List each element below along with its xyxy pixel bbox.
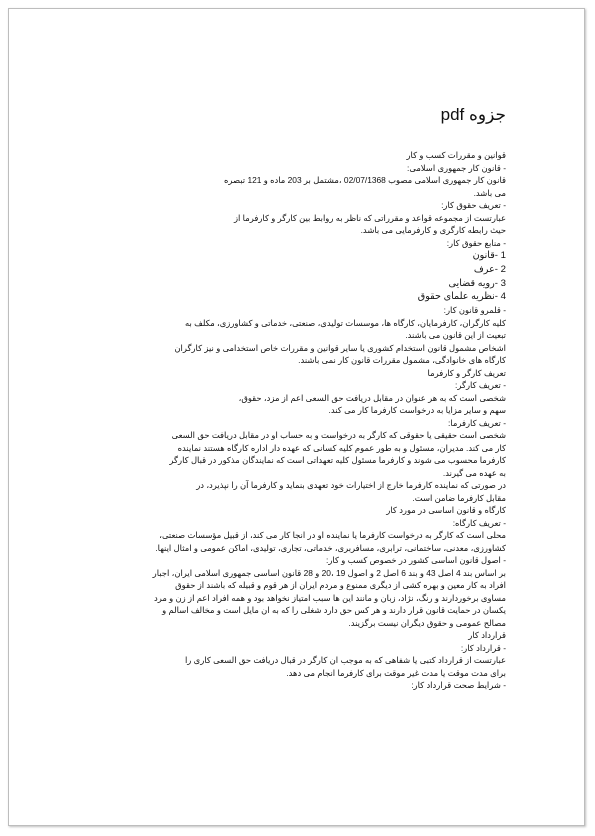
text-line: 1 -قانون xyxy=(472,250,506,261)
text-line: 4 -نظریه علمای حقوق xyxy=(417,291,506,303)
text-line: تعریف کارگر و کارفرما xyxy=(427,367,506,378)
text-line: یکسان در حمایت قانون قرار دارند و هر کس حق دارد شغلی را که به ان مایل است و مخالف اسالم و xyxy=(162,605,506,616)
text-line: - تعریف حقوق کار: xyxy=(441,200,506,210)
text-line: مقابل کارفرما ضامن است. xyxy=(412,492,506,503)
text-line: به عهده می گیرند. xyxy=(442,467,506,478)
text-line: - قرارداد کار: xyxy=(460,642,506,653)
text-line: شخصی است که به هر عنوان در مقابل دریافت حق السعی اعم از مزد، حقوق، xyxy=(238,392,506,403)
text-line: حیث رابطه کارگری و کارفرمایی می باشد. xyxy=(360,225,506,235)
text-line: - قانون کار جمهوری اسلامی: xyxy=(407,162,506,173)
text-line: - قلمرو قانون کار: xyxy=(443,305,506,316)
text-line: تبعیت از این قانون می باشند. xyxy=(405,330,506,341)
text-line: شخصی است حقیقی یا حقوقی که کارگر به درخواست و به حساب او در مقابل دریافت حق السعی xyxy=(171,430,506,441)
text-line: می باشد. xyxy=(473,187,506,198)
text-line: کارفرما محسوب می شوند و کارفرما مسئول کلیه تعهداتی است که نمایندگان مذکور در قبال کارگر xyxy=(169,455,506,466)
text-line: افراد به کار معین و بهره کشی از دیگری ممنوع و مردم ایران از هر قوم و قبیله که باشند از حقوق xyxy=(175,580,506,591)
text-line: بر اساس بند 4 اصل 43 و بند 6 اصل 2 و اصول 19 ،20 و 28 قانون اساسی جمهوری اسلامی ایران، اجبار xyxy=(152,567,506,578)
text-line: 2 -عرف xyxy=(473,263,506,275)
text-line: - منابع حقوق کار: xyxy=(446,237,506,248)
text-line: محلی است که کارگر به درخواست کارفرما یا نماینده او در انجا کار می کند، از قبیل مؤسسات صنعتی، xyxy=(159,530,506,541)
document-page xyxy=(8,8,585,826)
document-title: جزوه pdf xyxy=(440,105,506,124)
text-line: سهم و سایر مزایا به درخواست کارفرما کار می کند. xyxy=(328,405,506,416)
text-line: مصالح عمومی و حقوق دیگران نیست برگزیند. xyxy=(348,617,506,628)
text-line: - شرایط صحت قرارداد کار: xyxy=(411,680,506,691)
text-line: قوانین و مقررات کسب و کار xyxy=(406,150,506,160)
text-line: اشخاص مشمول قانون استخدام کشوری یا سایر قوانین و مقررات خاص استخدامی و نیز کارگران xyxy=(174,342,506,353)
text-line: عبارتست از مجموعه قواعد و مقرراتی که ناظر به روابط بین کارگر و کارفرما از xyxy=(233,212,506,223)
text-line: کارگاه های خانوادگی، مشمول مقررات قانون کار نمی باشند. xyxy=(298,355,506,366)
text-line: کارگاه و قانون اساسی در مورد کار xyxy=(386,505,506,516)
text-line: کشاورزی، معدنی، ساختمانی، ترابری، مسافربری، خدماتی، تجاری، تولیدی، اماکن عمومی و امثال اینها. xyxy=(155,542,506,553)
text-line: - تعریف کارفرما: xyxy=(447,417,506,428)
text-line: - تعریف کارگاه: xyxy=(452,517,506,528)
text-line: مساوی برخوردارند و رنگ، نژاد، زبان و مانند این ها سبب امتیاز نخواهد بود و همه افراد اعم از زن و مرد xyxy=(153,592,506,603)
text-line: قانون کار جمهوری اسلامی مصوب 02/07/1368 ،مشتمل بر 203 ماده و 121 تبصره xyxy=(223,175,506,185)
document-body xyxy=(66,149,506,692)
text-line: کار می کند. مدیران، مسئول و به طور عموم کلیه کسانی که عهده دار اداره کارگاه هستند نماینده xyxy=(177,442,506,453)
text-line: در صورتی که نماینده کارفرما خارج از اختیارات خود تعهدی بنماید و کارفرما آن را نپذیرد، در xyxy=(196,480,506,491)
text-line: برای مدت موقت یا مدت غیر موقت برای کارفرما انجام می دهد. xyxy=(286,667,506,678)
text-line: کلیه کارگران، کارفرمایان، کارگاه ها، موسسات تولیدی، صنعتی، خدماتی و کشاورزی، مکلف به xyxy=(185,317,506,328)
text-line: - تعریف کارگر: xyxy=(455,380,506,391)
text-line: قرارداد کار xyxy=(468,630,506,641)
text-line: - اصول قانون اساسی کشور در خصوص کسب و کار: xyxy=(326,555,506,566)
text-line: عبارتست از قرارداد کتبی یا شفاهی که به موجب ان کارگر در قبال دریافت حق السعی کاری را xyxy=(184,655,506,666)
text-line: 3 -رویه قضایی xyxy=(448,277,506,289)
